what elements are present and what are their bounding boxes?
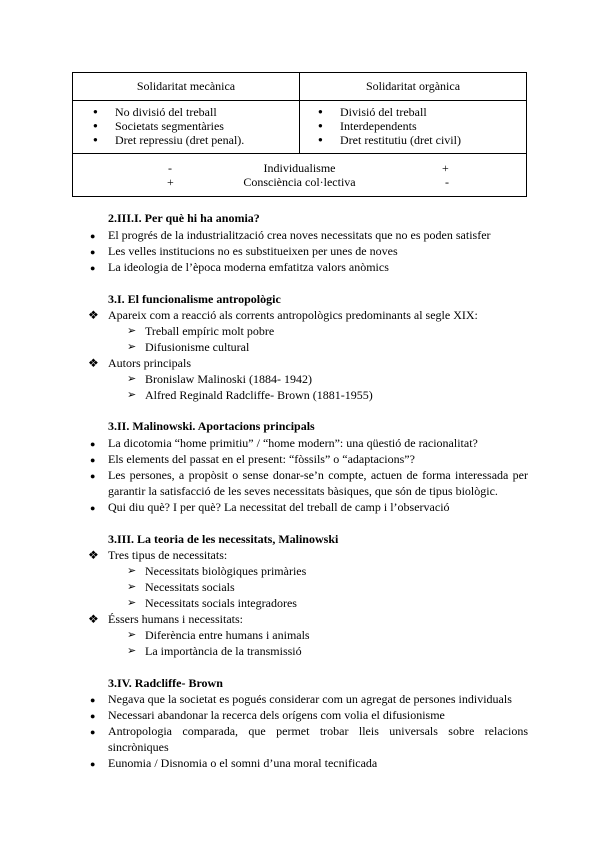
bullet-icon: ●	[90, 247, 96, 257]
sign-right: +	[442, 161, 449, 175]
sign-left: +	[167, 175, 174, 189]
list-item: Negava que la societat es pogués considerar com un agregat de persones individuals	[108, 692, 512, 706]
table-cell-left	[73, 101, 299, 153]
list-item: Apareix com a reacció als corrents antropològics predominants al segle XIX:	[108, 308, 478, 322]
arrow-icon: ➢	[127, 581, 137, 593]
sign-right: -	[445, 175, 449, 189]
footer-line	[73, 161, 526, 175]
section-title: 3.IV. Radcliffe- Brown	[108, 676, 223, 690]
bullet-icon: ●	[90, 759, 96, 769]
bullet-icon: ●	[90, 471, 96, 481]
diamond-icon: ❖	[88, 356, 99, 370]
arrow-icon: ➢	[127, 597, 137, 609]
sub-item: Diferència entre humans i animals	[145, 628, 310, 642]
sub-item: Necessitats socials integradores	[145, 596, 297, 610]
list-item: Necessari abandonar la recerca dels orígens com volia el difusionisme	[108, 708, 445, 722]
diamond-icon: ❖	[88, 308, 99, 322]
footer-label: Consciència col·lectiva	[243, 175, 356, 189]
arrow-icon: ➢	[127, 645, 137, 657]
footer-label: Individualisme	[263, 161, 336, 175]
sub-item: La importància de la transmissió	[145, 644, 302, 658]
table-header-right: Solidaritat orgànica	[299, 73, 526, 100]
footer-line	[73, 175, 526, 189]
bullet-icon: ●	[90, 263, 96, 273]
bullet-icon: ●	[90, 439, 96, 449]
list-item: ● Dret restitutiu (dret civil)	[300, 133, 526, 147]
table-header-left: Solidaritat mecànica	[136, 79, 236, 93]
sub-item: Bronislaw Malinoski (1884- 1942)	[145, 372, 312, 386]
bullet-icon: ●	[90, 231, 96, 241]
list-item: ● Dret repressiu (dret penal).	[73, 133, 299, 147]
section-title: 2.III.I. Per què hi ha anomia?	[108, 211, 260, 225]
list-item: ● Interdependents	[300, 119, 526, 133]
sub-item: Alfred Reginald Radcliffe- Brown (1881-1955)	[145, 388, 373, 402]
section-title: 3.II. Malinowski. Aportacions principals	[108, 419, 315, 433]
list-item: La dicotomia “home primitiu” / “home modern”: una qüestió de racionalitat?	[108, 436, 478, 450]
sub-item: Treball empíric molt pobre	[145, 324, 275, 338]
list-item: Eunomia / Disnomia o el somni d’una moral tecnificada	[108, 756, 378, 770]
bullet-icon: ●	[90, 711, 96, 721]
list-item: ● Divisió del treball	[300, 105, 526, 119]
table-cell-right	[299, 101, 526, 153]
list-item: La ideologia de l’època moderna emfatitza valors anòmics	[108, 260, 389, 274]
table-footer-row	[73, 154, 526, 196]
arrow-icon: ➢	[127, 373, 137, 385]
list-item: Autors principals	[108, 356, 191, 370]
section-title: 3.III. La teoria de les necessitats, Malinowski	[108, 532, 339, 546]
bullet-icon: ●	[90, 455, 96, 465]
list-item: Antropologia comparada, que permet trobar lleis universals sobre relacions sincròniques	[108, 724, 528, 754]
diamond-icon: ❖	[88, 548, 99, 562]
sub-item: Necessitats biològiques primàries	[145, 564, 307, 578]
sub-item: Difusionisme cultural	[145, 340, 250, 354]
list-item: El progrés de la industrialització crea noves necessitats que no es poden satisfer	[108, 228, 491, 242]
list-item: Les velles institucions no es substitueixen per unes de noves	[108, 244, 398, 258]
sub-item: Necessitats socials	[145, 580, 235, 594]
table-header-row	[73, 73, 526, 101]
arrow-icon: ➢	[127, 341, 137, 353]
list-item: Qui diu què? I per què? La necessitat del treball de camp i l’observació	[108, 500, 450, 514]
list-item: Les persones, a propòsit o sense donar-se’n compte, actuen de forma interessada per garantir la satisfacció de les seves necessitats bàsiques, que són de tipus biològic.	[108, 468, 528, 498]
arrow-icon: ➢	[127, 629, 137, 641]
list-item: ● Societats segmentàries	[73, 119, 299, 133]
list-item: ● No divisió del treball	[73, 105, 299, 119]
bullet-icon: ●	[90, 503, 96, 513]
list-item: Tres tipus de necessitats:	[108, 548, 228, 562]
section-title: 3.I. El funcionalisme antropològic	[108, 292, 281, 306]
diamond-icon: ❖	[88, 612, 99, 626]
list-item: Éssers humans i necessitats:	[108, 612, 243, 626]
list-item: Els elements del passat en el present: “fòssils” o “adaptacions”?	[108, 452, 415, 466]
arrow-icon: ➢	[127, 565, 137, 577]
bullet-icon: ●	[90, 695, 96, 705]
table-body-row	[73, 101, 526, 154]
solidarity-table	[72, 72, 527, 197]
bullet-icon: ●	[90, 727, 96, 737]
arrow-icon: ➢	[127, 389, 137, 401]
sign-left: -	[168, 161, 172, 175]
arrow-icon: ➢	[127, 325, 137, 337]
